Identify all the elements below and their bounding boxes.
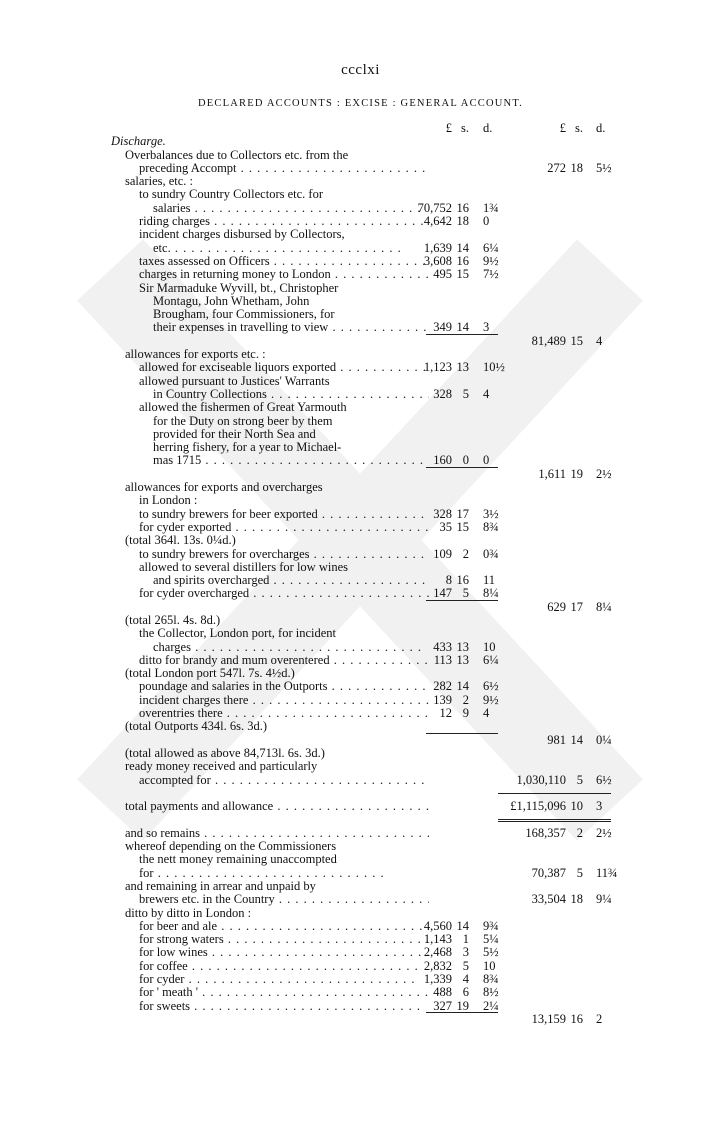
entry-label: brewers etc. in the Country . . [139,893,429,906]
pounds-left-value: 1,123 [423,360,452,375]
pounds-left-value: 2,832 [423,958,452,973]
pounds-right-value: 629 [547,599,566,614]
ledger-row [0,215,721,228]
pence-right-value: 6½ [596,772,612,787]
entry-label: salaries, etc. : [125,175,194,189]
pounds-left-value: 328 [433,386,452,401]
entry-label: herring fishery, for a year to Michael- [153,441,342,455]
pence-left-value: 10½ [483,360,505,375]
ledger-row [0,175,721,188]
entry-label: poundage and salaries in the Outports . . [139,680,429,693]
ledger-row [0,986,721,999]
pence-left-value: 9¾ [483,918,499,933]
entry-label: total payments and allowance . . [125,800,429,813]
shillings-right-value: 10 [570,799,583,814]
ledger-row [0,867,721,880]
ledger-row [0,468,721,481]
pounds-left-value: 70,752 [417,200,452,215]
shillings-left-value: 5 [462,386,469,401]
shillings-right-value: 18 [570,892,583,907]
pence-left-value: 8¼ [483,586,499,601]
ledger-row [0,242,721,255]
ledger-row [0,654,721,667]
pounds-left-value: 495 [433,267,452,282]
pence-left-value: 8¾ [483,519,499,534]
entry-label: for coffee . . [139,960,429,973]
ledger-row [0,800,721,813]
pence-right-value: 5½ [596,160,612,175]
pence-left-value: 5¼ [483,932,499,947]
shillings-left-value: 15 [456,267,469,282]
entry-label: ditto by ditto in London : [125,906,252,920]
pounds-left-value: 433 [433,639,452,654]
entry-label: allowances for exports etc. : [125,348,266,362]
entry-label: (total 265l. 4s. 8d.) [125,613,221,627]
shillings-right-value: 14 [570,732,583,747]
shillings-left-value: 14 [456,918,469,933]
ledger-row [0,813,721,826]
shillings-left-value: 16 [456,573,469,588]
pounds-left-value: 8 [445,573,452,588]
ledger-row [0,1013,721,1026]
ledger-row [0,561,721,574]
pounds-left-value: 139 [433,692,452,707]
pence-right-value: 0¼ [596,732,612,747]
pounds-head-right: £ [559,121,566,135]
column-heads [0,122,721,135]
entry-label: the nett money remaining unaccompted [139,853,337,867]
ledger-row [0,149,721,162]
shillings-left-value: 13 [456,360,469,375]
ledger-row [0,920,721,933]
ledger-row [0,162,721,175]
shillings-left-value: 2 [462,546,469,561]
ledger-row [0,481,721,494]
entry-label: for . . [139,867,429,880]
pence-right-value: 3 [596,799,603,814]
total-double-rule [498,819,611,822]
entry-label: for ' meath ' . . [139,986,429,999]
pence-head-left: d. [483,121,493,135]
pence-left-value: 6½ [483,679,499,694]
ledger-row [0,295,721,308]
shillings-left-value: 14 [456,679,469,694]
pounds-left-value: 4,560 [423,918,452,933]
shillings-left-value: 1 [462,932,469,947]
entry-label: accompted for . . [139,774,429,787]
shillings-left-value: 2 [462,692,469,707]
ledger-row [0,880,721,893]
pence-left-value: 8½ [483,985,499,1000]
shillings-left-value: 4 [462,972,469,986]
shillings-left-value: 13 [456,652,469,667]
pence-left-value: 0 [483,453,490,468]
shillings-left-value: 5 [462,586,469,601]
shillings-right-value: 18 [570,160,583,175]
pence-left-value: 10 [483,639,496,654]
entry-label: Overbalances due to Collectors etc. from the [125,148,349,162]
entry-label: preceding Accompt . . [139,162,429,175]
pence-right-value: 4 [596,333,603,348]
pence-right-value: 2 [596,1011,603,1026]
ledger-row [0,667,721,680]
shillings-left-value: 6 [462,985,469,1000]
pence-left-value: 2¼ [483,998,499,1013]
entry-label: Montagu, John Whetham, John [153,294,310,308]
ledger-row [0,694,721,707]
pence-left-value: 7½ [483,267,499,282]
entry-label: Sir Marmaduke Wyvill, bt., Christopher [139,281,339,295]
ledger-row [0,587,721,600]
entry-label: incident charges disbursed by Collectors, [139,228,345,242]
pounds-left-value: 147 [433,586,452,601]
ledger-row [0,734,721,747]
entry-label: (total 364l. 13s. 0¼d.) [125,534,236,548]
ledger-row [0,774,721,787]
shillings-left-value: 19 [456,998,469,1013]
ledger-row [0,415,721,428]
entry-label: in Country Collections . . [153,388,429,401]
pounds-right-value: 168,357 [525,825,566,840]
ledger-row [0,228,721,241]
pounds-right-value: 1,611 [538,466,566,481]
pounds-left-value: 12 [439,706,452,721]
shillings-left-value: 13 [456,639,469,654]
ledger-row [0,308,721,321]
entry-label: to sundry brewers for overcharges . . [139,548,429,561]
ledger-row [0,268,721,281]
ledger-row [0,508,721,521]
pence-left-value: 5½ [483,945,499,960]
ledger-row [0,787,721,800]
pounds-left-value: 328 [433,506,452,521]
ledger-row [0,521,721,534]
ledger-row [0,441,721,454]
entry-label: charges in returning money to London . . [139,268,429,281]
pence-left-value: 4 [483,386,490,401]
ledger-row [0,641,721,654]
pounds-left-value: 109 [433,546,452,561]
ledger-row [0,840,721,853]
pounds-left-value: 1,143 [423,932,452,947]
entry-label: ditto for brandy and mum overentered . . [139,654,429,667]
pence-left-value: 3 [483,320,490,335]
subtotal-rule [426,600,498,601]
ledger-row [0,1000,721,1013]
entry-label: allowed for exciseable liquors exported . . [139,361,429,374]
ledger-row [0,454,721,467]
pounds-right-value: 981 [547,732,566,747]
ledger-row [0,188,721,201]
shillings-left-value: 3 [462,945,469,960]
entry-label: for strong waters . . [139,933,429,946]
pence-left-value: 4 [483,706,490,721]
pounds-left-value: 349 [433,320,452,335]
entry-label: the Collector, London port, for incident [139,627,337,641]
entry-label: allowed pursuant to Justices' Warrants [139,374,330,388]
pounds-left-value: 160 [433,453,452,468]
subtotal-rule [426,733,498,734]
pence-right-value: 2½ [596,825,612,840]
entry-label: taxes assessed on Officers . . [139,255,429,268]
ledger-row [0,574,721,587]
entry-label: whereof depending on the Commissioners [125,840,337,854]
pence-right-value: 11¾ [596,865,618,880]
shillings-right-value: 17 [570,599,583,614]
ledger-row [0,853,721,866]
entry-label: allowances for exports and overcharges [125,481,323,495]
shillings-right-value: 15 [570,333,583,348]
ledger-row [0,907,721,920]
pounds-left-value: 4,642 [423,214,452,229]
ledger-row [0,375,721,388]
shillings-left-value: 5 [462,958,469,973]
pounds-right-value: 70,387 [531,865,566,880]
page-number: ccclxi [341,62,380,78]
pounds-right-value: 13,159 [531,1011,566,1026]
ledger-row [0,707,721,720]
pence-left-value: 10 [483,958,496,973]
running-head: DECLARED ACCOUNTS : EXCISE : GENERAL ACCOUNT. [198,98,523,109]
ledger-row [0,760,721,773]
entry-label: charges . . [153,641,429,654]
shillings-left-value: 17 [456,506,469,521]
pence-left-value: 6¼ [483,240,499,255]
entry-label: in London : [139,494,198,508]
ledger-row [0,202,721,215]
shillings-left-value: 0 [462,453,469,468]
ledger-row [0,428,721,441]
entry-label: and spirits overcharged . . [153,574,429,587]
entry-label: Brougham, four Commissioners, for [153,308,335,322]
ledger-row [0,388,721,401]
pounds-left-value: 113 [433,652,452,667]
entry-label: ready money received and particularly [125,760,318,774]
pence-right-value: 2½ [596,466,612,481]
shillings-left-value: 14 [456,240,469,255]
ledger-row [0,255,721,268]
entry-label: for low wines . . [139,946,429,959]
ledger-row [0,601,721,614]
pence-left-value: 6¼ [483,652,499,667]
ledger-row [0,335,721,348]
pence-left-value: 0¾ [483,546,499,561]
entry-label: and so remains . . [125,827,429,840]
ledger-row [0,348,721,361]
entry-label: mas 1715 . . [153,454,429,467]
pounds-left-value: 1,639 [423,240,452,255]
pounds-left-value: 2,468 [423,945,452,960]
ledger-row [0,401,721,414]
entry-label: for sweets . . [139,1000,429,1013]
entry-label: provided for their North Sea and [153,427,316,441]
pounds-right-value: 81,489 [531,333,566,348]
entry-label: for the Duty on strong beer by them [153,414,333,428]
ledger-table [0,122,721,1026]
pence-right-value: 9¼ [596,892,612,907]
pounds-left-value: 282 [433,679,452,694]
ledger-row [0,680,721,693]
ledger-row [0,614,721,627]
ledger-row [0,494,721,507]
ledger-row [0,282,721,295]
ledger-row [0,321,721,334]
section-heading-row [0,135,721,148]
ledger-row [0,361,721,374]
shillings-left-value: 16 [456,200,469,215]
ledger-row [0,893,721,906]
pence-left-value: 1¾ [483,200,499,215]
pence-left-value: 8¾ [483,972,499,986]
entry-label: (total allowed as above 84,713l. 6s. 3d.) [125,746,325,760]
pounds-right-value: 33,504 [531,892,566,907]
entry-label: riding charges . . [139,215,429,228]
pence-left-value: 9½ [483,253,499,268]
ledger-row [0,534,721,547]
entry-label: to sundry brewers for beer exported . . [139,508,429,521]
pounds-left-value: 488 [433,985,452,1000]
subtotal-rule [426,467,498,468]
pence-head-right: d. [596,121,606,135]
entry-label: (total London port 547l. 7s. 4½d.) [125,667,295,681]
shillings-left-value: 15 [456,519,469,534]
ledger-row [0,960,721,973]
entry-label: for cyder overcharged . . [139,587,429,600]
ledger-row [0,827,721,840]
pence-right-value: 8¼ [596,599,612,614]
shillings-left-value: 14 [456,320,469,335]
pounds-right-value: 272 [547,160,566,175]
ledger-row [0,973,721,986]
ledger-row [0,627,721,640]
section-heading: Discharge. [111,135,166,149]
entry-label: etc. . . [153,242,429,255]
entry-label: allowed the fishermen of Great Yarmouth [139,401,347,415]
shillings-head-right: s. [575,121,583,135]
entry-label: overentries there . . [139,707,429,720]
shillings-right-value: 19 [570,466,583,481]
entry-label: (total Outports 434l. 6s. 3d.) [125,720,268,734]
entry-label: for cyder . . [139,973,429,986]
entry-label: incident charges there . . [139,694,429,707]
pounds-left-value: 3,608 [423,253,452,268]
pounds-left-value: 35 [439,519,452,534]
ledger-row [0,933,721,946]
pounds-right-value: £1,115,096 [510,799,566,814]
entry-label: salaries . . [153,202,429,215]
subtotal-rule [426,1012,498,1013]
shillings-left-value: 18 [456,214,469,229]
shillings-left-value: 16 [456,253,469,268]
pence-left-value: 3½ [483,506,499,521]
entry-label: allowed to several distillers for low wines [139,560,348,574]
total-rule [498,793,611,794]
ledger-row [0,548,721,561]
ledger-row [0,747,721,760]
shillings-right-value: 16 [570,1011,583,1026]
shillings-left-value: 9 [462,706,469,721]
pounds-head-left: £ [445,121,452,135]
subtotal-rule [426,334,498,335]
pounds-left-value: 327 [433,998,452,1013]
ledger-row [0,720,721,733]
pence-left-value: 0 [483,214,490,229]
shillings-right-value: 5 [576,772,583,787]
entry-label: for beer and ale . . [139,920,429,933]
entry-label: to sundry Country Collectors etc. for [139,188,323,202]
shillings-right-value: 2 [576,825,583,840]
pence-left-value: 11 [483,573,496,588]
shillings-head-left: s. [461,121,469,135]
entry-label: and remaining in arrear and unpaid by [125,879,316,893]
entry-label: for cyder exported . . [139,521,429,534]
pounds-left-value: 1,339 [423,972,452,986]
pence-left-value: 9½ [483,692,499,707]
pounds-right-value: 1,030,110 [516,772,566,787]
entry-label: their expenses in travelling to view . . [153,321,429,334]
ledger-row [0,946,721,959]
shillings-right-value: 5 [576,865,583,880]
